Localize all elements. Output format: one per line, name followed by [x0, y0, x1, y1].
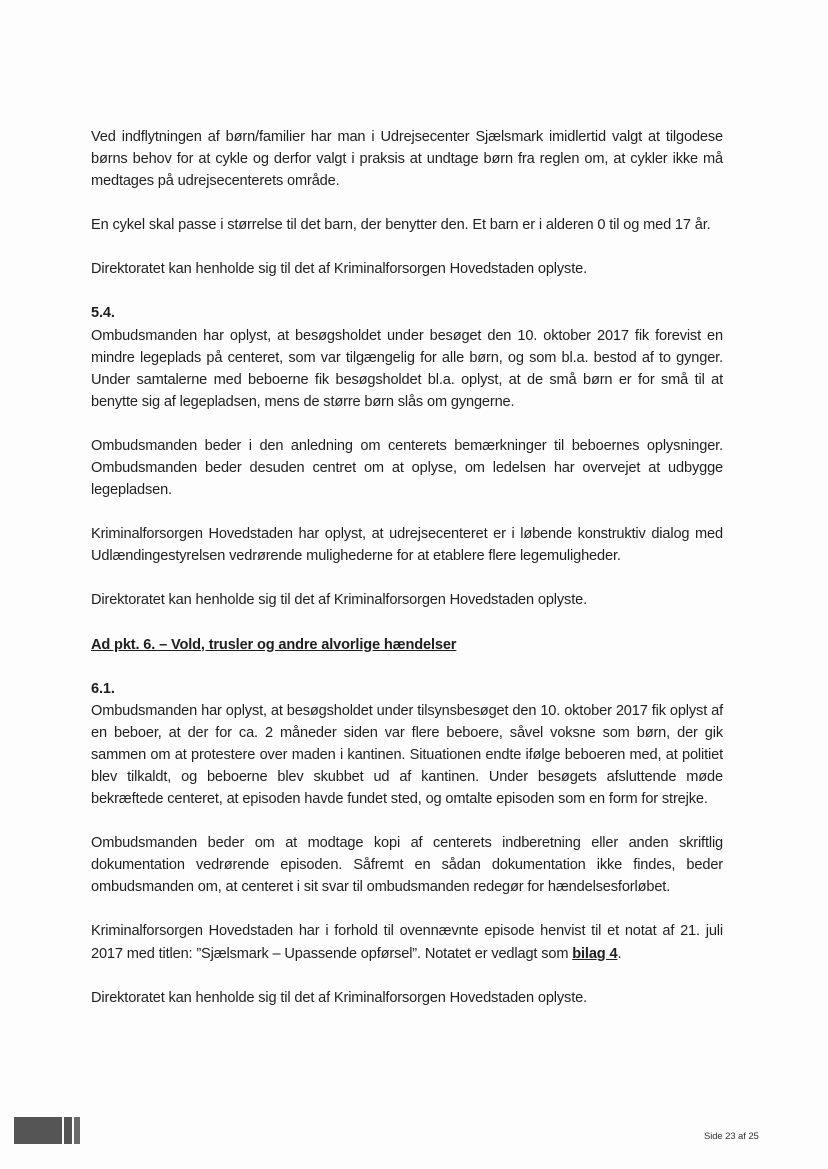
- paragraph-6-1-incident: Ombudsmanden har oplyst, at besøgsholdet under tilsynsbesøget den 10. oktober 2017 fik oplyst af en beboer, at der for ca. 2 måneder siden var flere beboere, såvel voksne som børn, der gik sammen om at protestere over maden i kantinen. Situationen endte ifølge beboeren med, at politiet blev tilkaldt, og beboerne blev skubbet ud af kantinen. Under besøgets afsluttende møde bekræftede centeret, at episoden havde fundet sted, og omtalte episoden som en form for strejke.: [91, 702, 723, 808]
- section-6-title: Ad pkt. 6. – Vold, trusler og andre alvorlige hændelser: [91, 636, 457, 653]
- paragraph-5-4-request: Ombudsmanden beder i den anledning om centerets bemærkninger til beboernes oplysninger. Ombudsmanden beder desuden centret om at oplyse, om ledelsen har overvejet at udbygge legepladsen.: [91, 437, 723, 499]
- footer-logo-bars: [14, 1117, 80, 1144]
- footer-bar-thin: [74, 1117, 80, 1144]
- paragraph-directorate-agrees: Direktoratet kan henholde sig til det af Kriminalforsorgen Hovedstaden oplyste.: [91, 261, 587, 278]
- paragraph-5-4-dialog: Kriminalforsorgen Hovedstaden har oplyst, at udrejsecenteret er i løbende konstruktiv dialog med Udlændingestyrelsen vedrørende mulighederne for at etablere flere legemuligheder.: [91, 526, 723, 565]
- memo-text: Kriminalforsorgen Hovedstaden har i forhold til ovennævnte episode henvist til et notat af 21. juli 2017 med titlen: ”Sjælsmark – Upassende opførsel”. Notatet er vedlagt som: [91, 923, 723, 962]
- section-5-4-number: 5.4.: [91, 305, 115, 322]
- document-body: [91, 126, 723, 1031]
- paragraph-6-1-request: Ombudsmanden beder om at modtage kopi af centerets indberetning eller anden skriftlig dokumentation vedrørende episoden. Såfremt en sådan dokumentation ikke findes, beder ombudsmanden om, at centeret i sit svar til ombudsmanden redegør for hændelsesforløbet.: [91, 835, 723, 896]
- paragraph-6-1-directorate: Direktoratet kan henholde sig til det af Kriminalforsorgen Hovedstaden oplyste.: [91, 989, 587, 1006]
- footer-bar-wide: [14, 1117, 62, 1144]
- page-number: Side 23 af 25: [704, 1131, 759, 1142]
- section-6-1-number: 6.1.: [91, 680, 115, 697]
- paragraph-6-1-memo: [91, 920, 723, 964]
- appendix-link[interactable]: bilag 4: [572, 945, 618, 962]
- paragraph-5-4-playground: Ombudsmanden har oplyst, at besøgsholdet under besøget den 10. oktober 2017 fik forevist en mindre legeplads på centeret, som var tilgængelig for alle børn, og som bl.a. bestod af to gynger. Under samtalerne med beboerne fik besøgsholdet bl.a. oplyst, at de små børn er for små til at benytte sig af legepladsen, mens de større børn slås om gyngerne.: [91, 327, 723, 410]
- footer-bar-narrow: [64, 1117, 72, 1144]
- memo-text-end: .: [617, 945, 622, 962]
- paragraph-bicycle-policy: Ved indflytningen af børn/familier har man i Udrejsecenter Sjælsmark imidlertid valgt at tilgodese børns behov for at cykle og derfor valgt i praksis at undtage børn fra reglen om, at cykler ikke må medtages på udrejsecenterets område.: [91, 129, 723, 190]
- paragraph-5-4-directorate: Direktoratet kan henholde sig til det af Kriminalforsorgen Hovedstaden oplyste.: [91, 592, 587, 609]
- paragraph-bicycle-size: En cykel skal passe i størrelse til det barn, der benytter den. Et barn er i alderen 0 til og med 17 år.: [91, 217, 711, 234]
